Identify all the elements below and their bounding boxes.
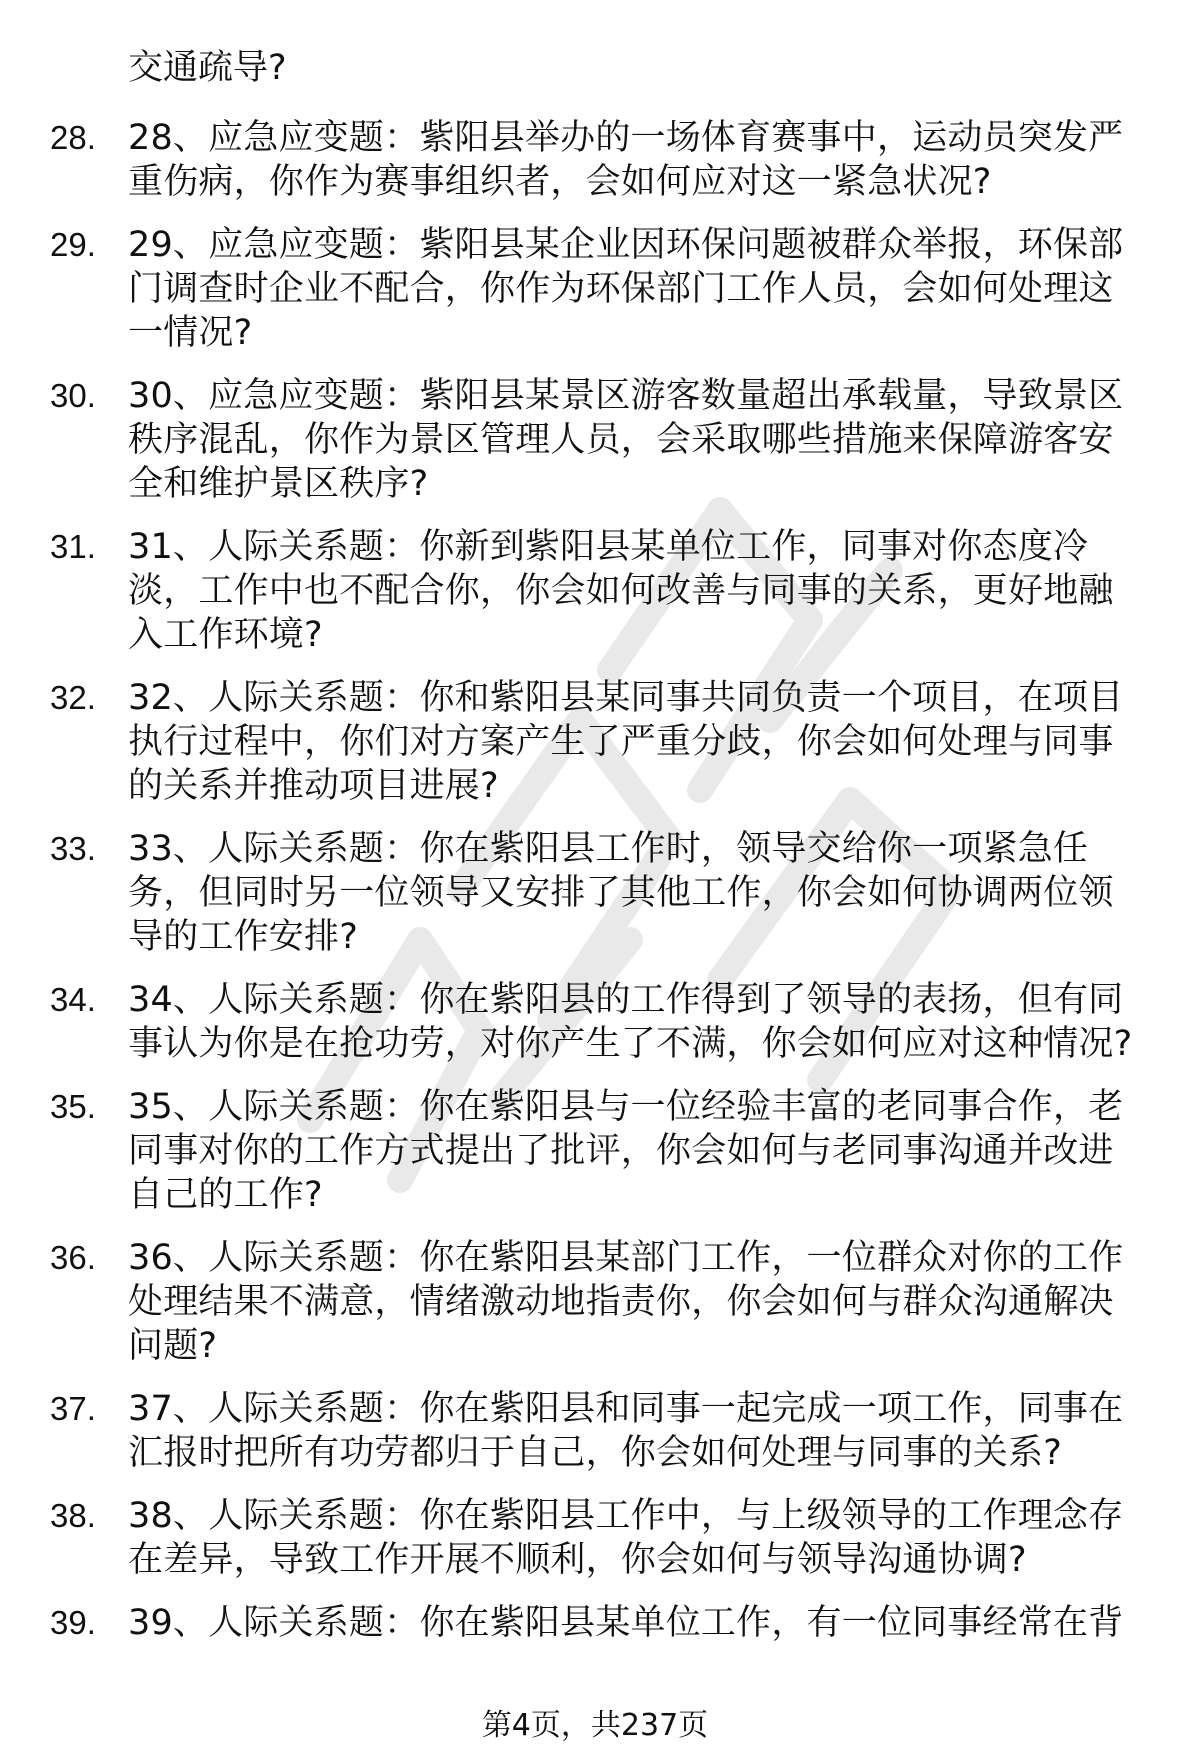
list-item	[50, 1236, 1150, 1368]
question-text: 39、人际关系题：你在紫阳县某单位工作，有一位同事经常在背	[128, 1603, 1124, 1643]
list-number: 30.	[50, 377, 96, 414]
question-text: 35、人际关系题：你在紫阳县与一位经验丰富的老同事合作，老同事对你的工作方式提出了批评，你会如何与老同事沟通并改进自己的工作?	[128, 1087, 1124, 1215]
question-text: 32、人际关系题：你和紫阳县某同事共同负责一个项目，在项目执行过程中，你们对方案产生了严重分歧，你会如何处理与同事的关系并推动项目进展?	[128, 678, 1124, 806]
list-item	[50, 525, 1150, 657]
list-number: 39.	[50, 1604, 96, 1641]
question-text: 36、人际关系题：你在紫阳县某部门工作，一位群众对你的工作处理结果不满意，情绪激动地指责你，你会如何与群众沟通解决问题?	[128, 1238, 1124, 1366]
list-item	[50, 374, 1150, 506]
list-number: 34.	[50, 981, 96, 1018]
list-item	[50, 1085, 1150, 1217]
question-text: 34、人际关系题：你在紫阳县的工作得到了领导的表扬，但有同事认为你是在抢功劳，对你产生了不满，你会如何应对这种情况?	[128, 980, 1133, 1064]
list-item	[50, 1387, 1150, 1475]
page-number-footer: 第4页，共237页	[481, 1708, 709, 1743]
list-number: 35.	[50, 1088, 96, 1125]
list-number: 33.	[50, 830, 96, 867]
question-text: 31、人际关系题：你新到紫阳县某单位工作，同事对你态度冷淡，工作中也不配合你，你会如何改善与同事的关系，更好地融入工作环境?	[128, 527, 1114, 655]
continued-question-text: 交通疏导?	[128, 48, 287, 88]
question-text: 30、应急应变题：紫阳县某景区游客数量超出承载量，导致景区秩序混乱，你作为景区管理人员，会采取哪些措施来保障游客安全和维护景区秩序?	[128, 376, 1124, 504]
question-text: 38、人际关系题：你在紫阳县工作中，与上级领导的工作理念存在差异，导致工作开展不顺利，你会如何与领导沟通协调?	[128, 1496, 1124, 1580]
list-number: 31.	[50, 528, 96, 565]
list-item	[50, 676, 1150, 808]
list-item	[50, 223, 1150, 355]
list-number: 37.	[50, 1390, 96, 1427]
question-text: 37、人际关系题：你在紫阳县和同事一起完成一项工作，同事在汇报时把所有功劳都归于自己，你会如何处理与同事的关系?	[128, 1389, 1124, 1473]
question-text: 28、应急应变题：紫阳县举办的一场体育赛事中，运动员突发严重伤病，你作为赛事组织者，会如何应对这一紧急状况?	[128, 118, 1124, 202]
list-item	[50, 1494, 1150, 1582]
question-text: 29、应急应变题：紫阳县某企业因环保问题被群众举报，环保部门调查时企业不配合，你作为环保部门工作人员，会如何处理这一情况?	[128, 225, 1124, 353]
question-list	[50, 116, 1150, 1664]
question-text: 33、人际关系题：你在紫阳县工作时，领导交给你一项紧急任务，但同时另一位领导又安排了其他工作，你会如何协调两位领导的工作安排?	[128, 829, 1114, 957]
list-number: 28.	[50, 119, 96, 156]
list-number: 38.	[50, 1497, 96, 1534]
list-item	[50, 978, 1150, 1066]
list-item	[50, 827, 1150, 959]
list-item	[50, 1601, 1150, 1645]
list-number: 29.	[50, 226, 96, 263]
list-item	[50, 116, 1150, 204]
list-number: 36.	[50, 1239, 96, 1276]
list-number: 32.	[50, 679, 96, 716]
